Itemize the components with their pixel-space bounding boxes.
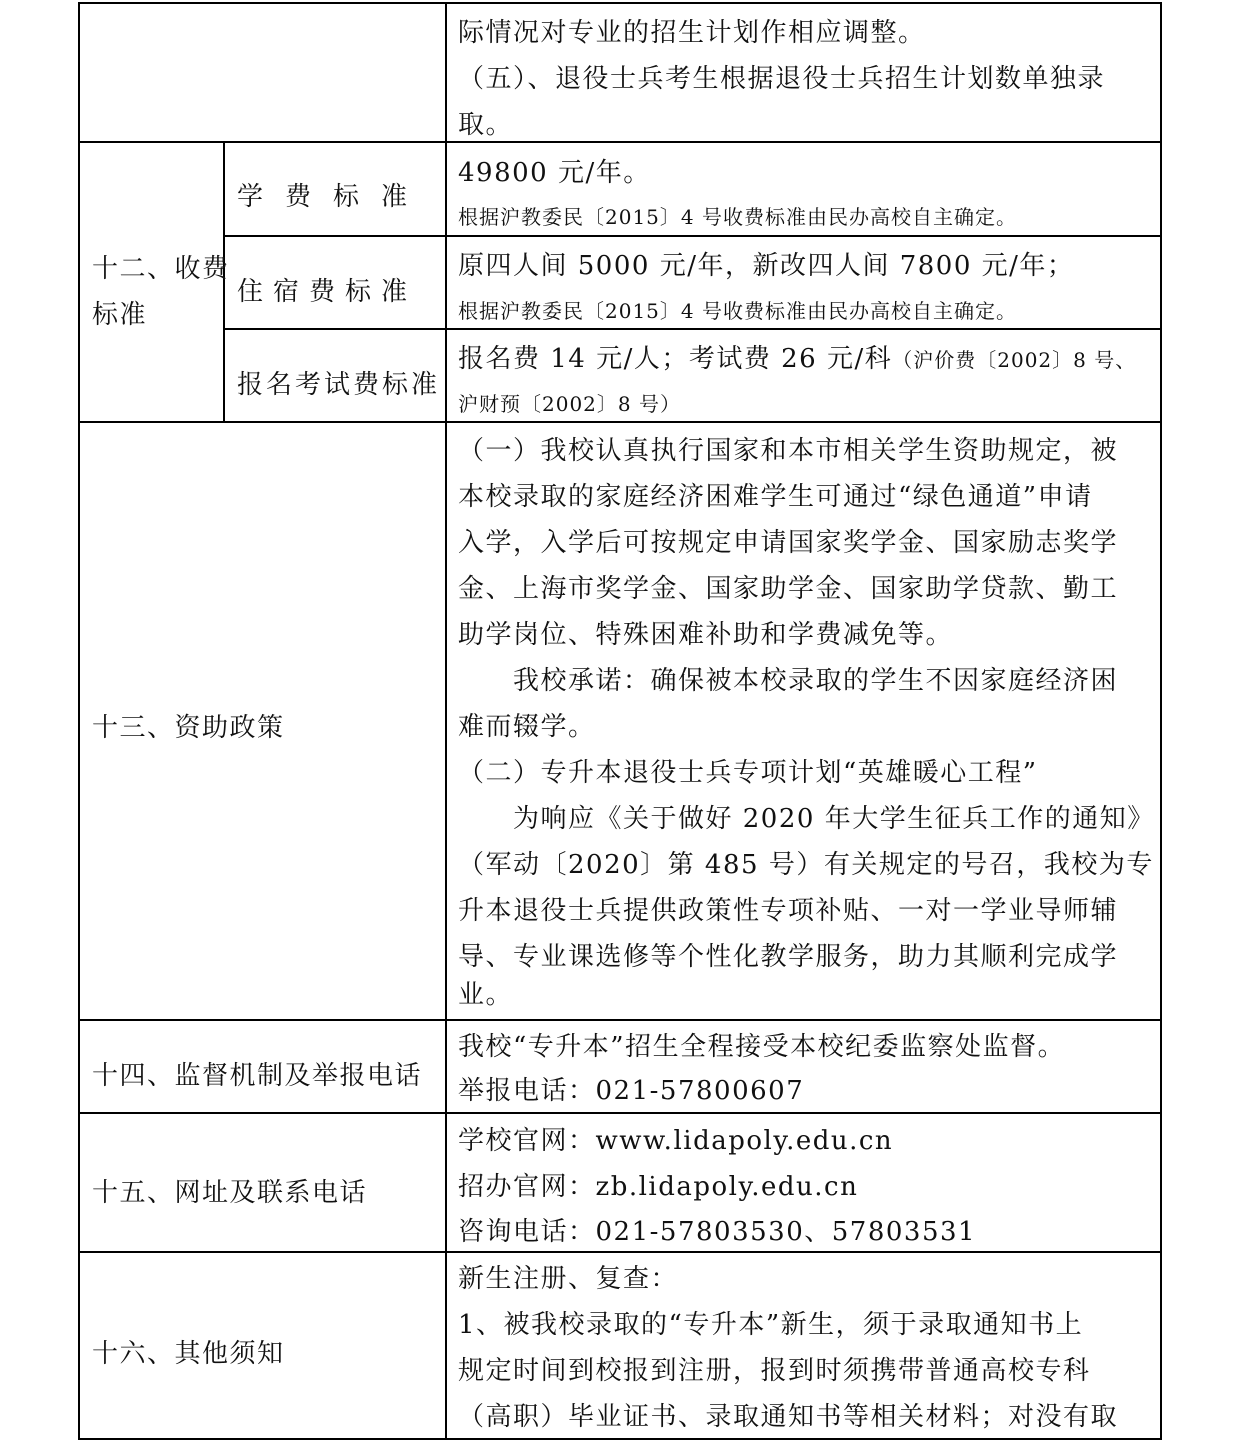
tuition-label: 学费标准 bbox=[237, 182, 430, 212]
aid-line: （军动〔2020〕第 485 号）有关规定的号召，我校为专 bbox=[458, 850, 1154, 880]
supervision-line: 我校“专升本”招生全程接受本校纪委监察处监督。 bbox=[458, 1032, 1066, 1062]
accommodation-amount: 原四人间 5000 元/年，新改四人间 7800 元/年； bbox=[458, 251, 1075, 281]
aid-title: 十三、资助政策 bbox=[92, 713, 285, 743]
continuation-line: 取。 bbox=[458, 110, 514, 140]
accommodation-note: 根据沪教委民〔2015〕4 号收费标准由民办高校自主确定。 bbox=[458, 299, 1017, 323]
aid-line: 升本退役士兵提供政策性专项补贴、一对一学业导师辅 bbox=[458, 896, 1119, 926]
aid-line: 本校录取的家庭经济困难学生可通过“绿色通道”申请 bbox=[458, 482, 1093, 512]
exam-fee-line1 bbox=[458, 336, 1136, 383]
row-divider bbox=[80, 141, 1162, 143]
aid-line: 业。 bbox=[458, 980, 514, 1010]
aid-line: （一）我校认真执行国家和本市相关学生资助规定，被 bbox=[458, 436, 1119, 466]
other-line: 1、被我校录取的“专升本”新生，须于录取通知书上 bbox=[458, 1310, 1084, 1340]
aid-line: 金、上海市奖学金、国家助学金、国家助学贷款、勤工 bbox=[458, 574, 1119, 604]
consult-phone: 咨询电话：021-57803530、57803531 bbox=[458, 1217, 977, 1247]
aid-line: （二）专升本退役士兵专项计划“英雄暖心工程” bbox=[458, 758, 1038, 788]
fees-title-line1: 十二、收费 bbox=[92, 254, 230, 284]
admissions-website: 招办官网：zb.lidapoly.edu.cn bbox=[458, 1172, 859, 1202]
continuation-line: 际情况对专业的招生计划作相应调整。 bbox=[458, 18, 926, 48]
tuition-amount: 49800 元/年。 bbox=[458, 158, 651, 188]
other-line: 规定时间到校报到注册，报到时须携带普通高校专科 bbox=[458, 1356, 1091, 1386]
other-title: 十六、其他须知 bbox=[92, 1339, 285, 1369]
other-line: （高职）毕业证书、录取通知书等相关材料；对没有取 bbox=[458, 1402, 1119, 1432]
exam-fee-reference-cont: 沪财预〔2002〕8 号） bbox=[458, 392, 681, 416]
aid-line: 我校承诺：确保被本校录取的学生不因家庭经济困 bbox=[458, 666, 1119, 696]
document-table bbox=[78, 2, 1162, 1440]
row-divider bbox=[80, 1019, 1162, 1021]
tuition-note: 根据沪教委民〔2015〕4 号收费标准由民办高校自主确定。 bbox=[458, 205, 1017, 229]
exam-fee-reference: （沪价费〔2002〕8 号、 bbox=[892, 348, 1137, 372]
continuation-line: （五）、退役士兵考生根据退役士兵招生计划数单独录 bbox=[458, 64, 1106, 94]
aid-line: 难而辍学。 bbox=[458, 712, 596, 742]
exam-fee-label: 报名考试费标准 bbox=[237, 370, 441, 400]
column-divider bbox=[445, 4, 447, 1438]
report-phone: 举报电话：021-57800607 bbox=[458, 1076, 805, 1106]
aid-line: 为响应《关于做好 2020 年大学生征兵工作的通知》 bbox=[458, 804, 1155, 834]
supervision-title: 十四、监督机制及举报电话 bbox=[92, 1061, 423, 1091]
contact-title: 十五、网址及联系电话 bbox=[92, 1178, 368, 1208]
aid-line: 助学岗位、特殊困难补助和学费减免等。 bbox=[458, 620, 954, 650]
exam-fee-main: 报名费 14 元/人；考试费 26 元/科 bbox=[458, 344, 893, 374]
school-website: 学校官网：www.lidapoly.edu.cn bbox=[458, 1126, 894, 1156]
aid-line: 导、专业课选修等个性化教学服务，助力其顺利完成学 bbox=[458, 942, 1119, 972]
aid-line: 入学，入学后可按规定申请国家奖学金、国家励志奖学 bbox=[458, 528, 1119, 558]
accommodation-label: 住宿费标准 bbox=[237, 277, 418, 307]
other-line: 新生注册、复查： bbox=[458, 1264, 679, 1294]
fees-title-line2: 标准 bbox=[92, 300, 148, 330]
